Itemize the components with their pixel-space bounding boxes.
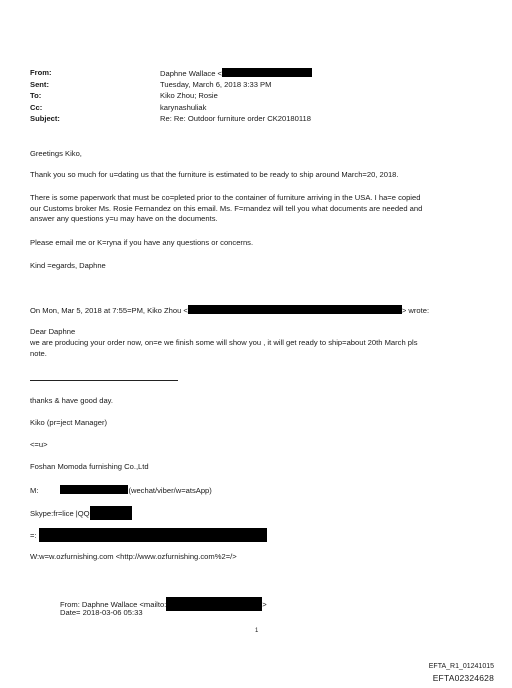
paragraph-3: Please email me or K=ryna if you have any questions or concerns. xyxy=(30,238,254,247)
paragraph-2-line-2: our Customs broker Ms. Rosie Fernandez on this email. Ms. F=rnandez will tell you what documents are needed and xyxy=(30,203,423,213)
sent-label: Sent: xyxy=(30,80,49,89)
skype-text: Skype:fr=lice |QQ xyxy=(30,509,90,518)
to-label: To: xyxy=(30,91,42,100)
quote-intro-wrote: > wrote: xyxy=(401,306,430,315)
bates-code-1: EFTA_R1_01241015 xyxy=(428,663,494,670)
redaction-box xyxy=(60,485,128,494)
thanks-line: thanks & have good day. xyxy=(30,396,114,405)
paragraph-2 xyxy=(30,193,480,225)
forward-date-line: Date= 2018-03-06 05:33 xyxy=(60,608,143,617)
redaction-box xyxy=(188,305,402,314)
redaction-box xyxy=(39,528,267,542)
subject-label: Subject: xyxy=(30,114,60,123)
subject-value: Re: Re: Outdoor furniture order CK20180118 xyxy=(160,114,311,123)
mobile-label: M: xyxy=(30,486,39,495)
cc-value: karynashuliak xyxy=(160,103,207,112)
redaction-box xyxy=(90,506,132,520)
reply-line-2: note. xyxy=(30,348,47,358)
page-number: 1 xyxy=(255,628,259,634)
eq-line xyxy=(30,528,267,542)
redaction-box xyxy=(166,597,262,611)
signoff: Kind =egards, Daphne xyxy=(30,261,106,270)
company-name: Foshan Momoda furnishing Co.,Ltd xyxy=(30,462,149,471)
from-label: From: xyxy=(30,68,52,77)
reply-paragraph xyxy=(30,338,480,359)
to-value: Kiko Zhou; Rosie xyxy=(160,91,218,100)
paragraph-2-line-3: answer any questions y=u may have on the documents. xyxy=(30,214,218,223)
skype-line xyxy=(30,506,132,520)
signature-divider xyxy=(30,380,178,381)
u-tag: <=u> xyxy=(30,440,48,449)
mobile-suffix: (wechat/viber/w=atsApp) xyxy=(128,486,212,495)
paragraph-1: Thank you so much for u=dating us that the furniture is estimated to be ready to ship around March=20, 2018. xyxy=(30,170,399,179)
paragraph-2-line-1: There is some paperwork that must be co=pleted prior to the container of furniture arriving in the USA. I ha=e copied xyxy=(30,193,421,202)
mobile-line xyxy=(30,485,212,496)
quote-intro xyxy=(30,305,429,316)
greeting: Greetings Kiko, xyxy=(30,149,82,158)
bates-code-2: EFTA02324628 xyxy=(432,673,494,683)
forward-gt: > xyxy=(262,600,267,609)
forward-from-text: From: Daphne Wallace <mailto: xyxy=(60,600,167,609)
dear-line: Dear Daphne xyxy=(30,327,76,336)
redaction-box xyxy=(222,68,312,77)
website-line: W:w=w.ozfurnishing.com <http://www.ozfurnishing.com%2=/> xyxy=(30,552,237,561)
cc-label: Cc: xyxy=(30,103,43,112)
quote-intro-text: On Mon, Mar 5, 2018 at 7:55=PM, Kiko Zhou < xyxy=(30,306,188,315)
from-name: Daphne Wallace < xyxy=(160,69,222,78)
kiko-title: Kiko (pr=ject Manager) xyxy=(30,418,108,427)
reply-line-1: we are producing your order now, on=e we finish some will show you , it will get ready to ship=about 20th March pls xyxy=(30,338,418,347)
from-value xyxy=(160,68,312,79)
sent-value: Tuesday, March 6, 2018 3:33 PM xyxy=(160,80,272,89)
eq-label: =: xyxy=(30,531,37,540)
